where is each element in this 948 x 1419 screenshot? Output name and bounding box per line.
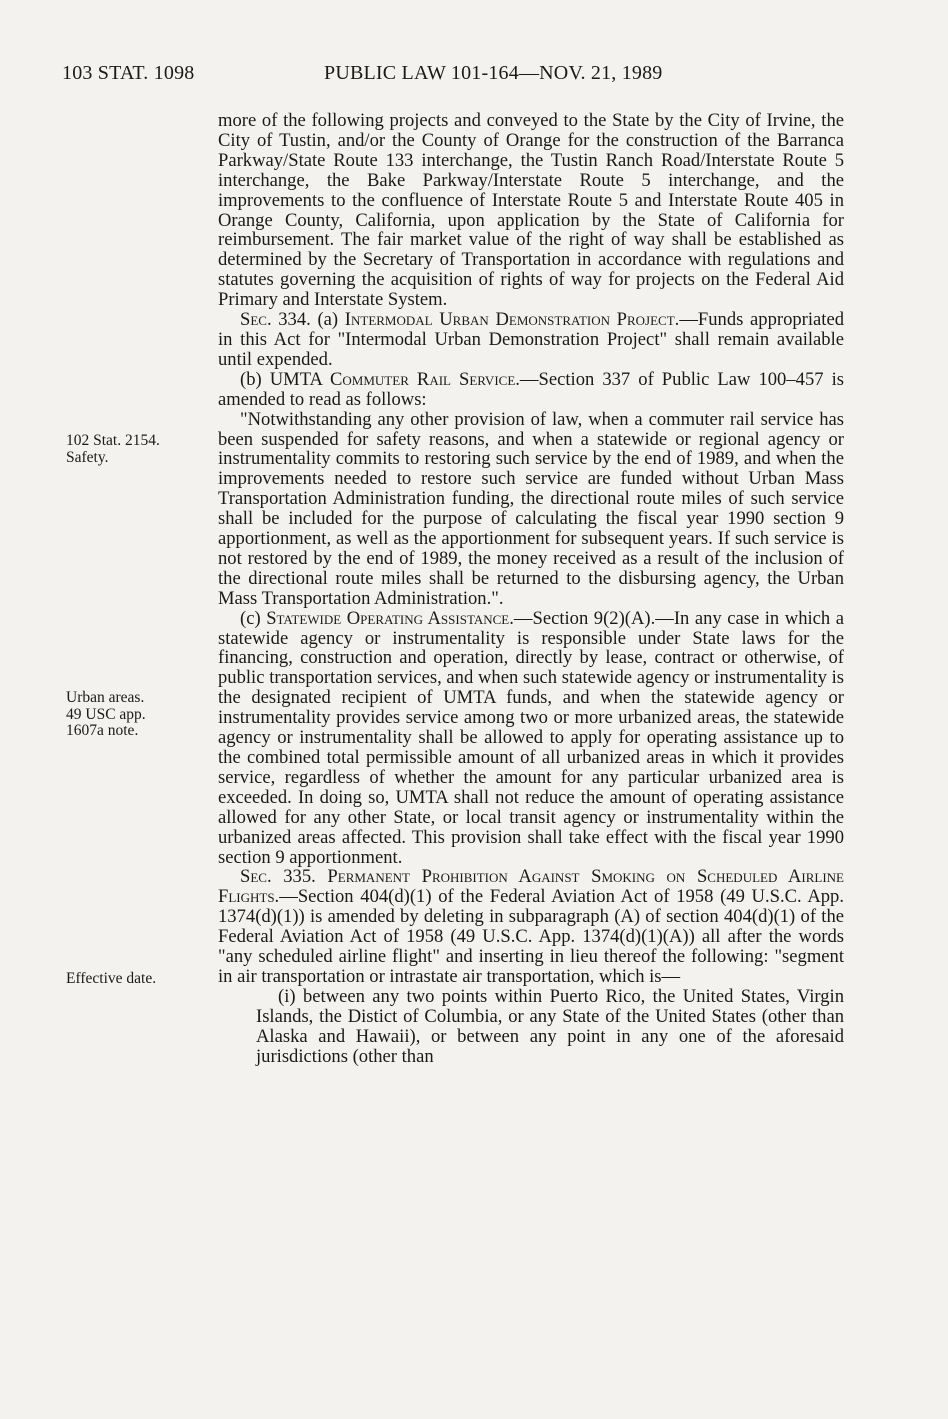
subsection-label: (b) UMTA [240,368,322,390]
subsection-text: —Section 9(2)(A).—In any case in which a statewide agency or instrumentality is responsible under State laws for the financing, construction and operation, directly by lease, contract or otherwise, of public transportation services, and when such statewide agency or instrumentality is the designated recipient of UMTA funds, and when the statewide agency or instrumentality provides service among two or more urbanized areas, the statewide agency or instrumentality shall be allowed to apply for operating assistance up to the combined total permissible amount of all urbanized areas in which it provides service, regardless of whether the amount for any particular urbanized area is exceeded. In doing so, UMTA shall not reduce the amount of operating assistance allowed for any other State, or local transit agency or instrumentality within the urbanized areas affected. This provision shall take effect with the fiscal year 1990 section 9 apportionment. [218,607,844,868]
subsection-label: (a) [317,309,339,331]
margin-note-urban-areas [66,690,146,740]
subsection-heading: Commuter Rail Service. [330,368,520,390]
margin-note-line: Safety. [66,448,109,466]
section-text: —Section 404(d)(1) of the Federal Aviation Act of 1958 (49 U.S.C. App. 1374(d)(1)) is amended by deleting in subparagraph (A) of section 404(d)(1) of the Federal Aviation Act of 1958 (49 U.S.C. App. 1374(d)(1)(A)) all after the words "any scheduled airline flight" and inserting in lieu thereof the following: "segment in air transportation or intrastate air transportation, which is— [218,886,844,987]
margin-note-line: 102 Stat. 2154. [66,432,160,449]
paragraph-clause-i: (i) between any two points within Puerto Rico, the United States, Virgin Islands, the Distict of Columbia, or any State of the United States (other than Alaska and Hawaii), or between any point in any one of the aforesaid jurisdictions (other than [256,985,844,1067]
subsection-heading: Statewide Operating Assistance. [266,607,514,629]
margin-note-line: 49 USC app. [66,705,146,723]
document-body [218,111,844,1067]
margin-note-effective-date [66,971,156,988]
subsection-text: —Funds appropriated in this Act for "Intermodal Urban Demonstration Project" shall remain available until expended. [218,309,845,370]
margin-note-line: Effective date. [66,970,157,987]
paragraph-sec-334-a [218,310,844,370]
paragraph-sec-334-b [218,370,844,410]
margin-note-line: 1607a note. [66,722,139,739]
subsection-text: —Section 337 of Public Law 100–457 is amended to read as follows: [218,368,844,410]
paragraph-quoted-amendment: "Notwithstanding any other provision of law, when a commuter rail service has been suspended for safety reasons, and when a statewide or regional agency or instrumentality commits to restoring such service by the end of 1989, and when the improvements needed to restore such service are funded without Urban Mass Transportation Administration funding, the directional route miles of such service shall be included for the purpose of calculating the fiscal year 1990 section 9 apportionment, as well as the apportionment for subsequent years. If such service is not restored by the end of 1989, the money received as a result of the inclusion of the directional route miles shall be returned to the disbursing agency, the Urban Mass Transportation Administration.". [218,408,844,609]
paragraph-right-of-way: more of the following projects and conveyed to the State by the City of Irvine, the City of Tustin, and/or the County of Orange for the construction of the Barranca Parkway/State Route 133 interchange, the Tustin Ranch Road/Interstate Route 5 interchange, the Bake Parkway/Interstate Route 5 interchange, and the improvements to the confluence of Interstate Route 5 and Interstate Route 405 in Orange County, California, upon application by the State of California for reimbursement. The fair market value of the right of way shall be established as determined by the Secretary of Transportation in accordance with regulations and statutes governing the acquisition of rights of way for projects on the Federal Aid Primary and Interstate System. [218,110,844,311]
law-title: PUBLIC LAW 101-164—NOV. 21, 1989 [324,62,663,84]
paragraph-sec-335 [218,867,844,986]
subsection-label: (c) [240,607,261,629]
margin-note-line: Urban areas. [66,689,145,706]
margin-note-stat-safety [66,433,160,466]
paragraph-sec-334-c [218,609,844,868]
section-number: Sec. 335. [240,866,316,888]
stat-reference: 103 STAT. 1098 [62,62,195,84]
page-header [62,62,663,85]
subsection-heading: Intermodal Urban Demonstration Project. [344,309,680,331]
section-number: Sec. 334. [240,309,311,331]
section-heading: Permanent Prohibition Against Smoking on Scheduled Airline Flights. [218,866,844,908]
